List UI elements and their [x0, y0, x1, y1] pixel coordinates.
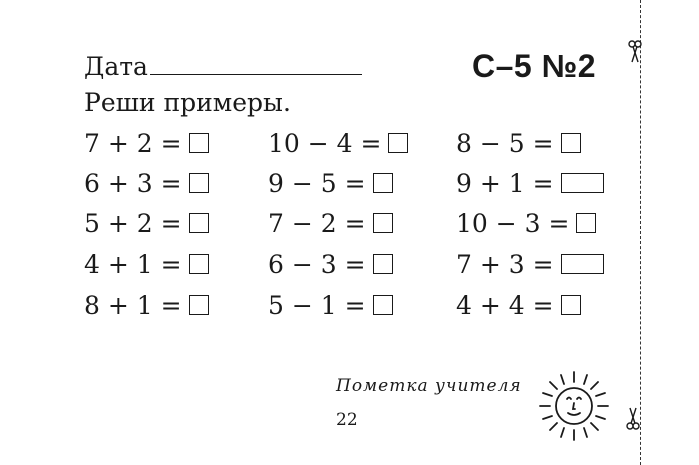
exercise	[268, 169, 393, 197]
exercise	[456, 291, 581, 319]
date-blank-line[interactable]	[150, 52, 362, 75]
exercise	[268, 291, 393, 319]
exercise-text: 6 + 3 =	[84, 168, 182, 198]
answer-box[interactable]	[561, 295, 581, 315]
exercise-text: 10 − 4 =	[268, 128, 382, 158]
exercise	[456, 209, 596, 237]
instruction-text: Реши примеры.	[84, 88, 291, 117]
answer-box[interactable]	[576, 213, 596, 233]
answer-box[interactable]	[189, 133, 209, 153]
exercise-text: 4 + 1 =	[84, 249, 182, 279]
answer-box[interactable]	[189, 173, 209, 193]
answer-box[interactable]	[373, 254, 393, 274]
exercise-text: 5 + 2 =	[84, 208, 182, 238]
exercise	[456, 250, 604, 278]
exercise-text: 10 − 3 =	[456, 208, 570, 238]
exercise	[84, 129, 209, 157]
answer-box[interactable]	[373, 213, 393, 233]
exercise-text: 5 − 1 =	[268, 290, 366, 320]
answer-box[interactable]	[561, 173, 604, 193]
exercise	[84, 250, 209, 278]
exercise-text: 7 − 2 =	[268, 208, 366, 238]
exercise-text: 8 − 5 =	[456, 128, 554, 158]
exercise	[268, 250, 393, 278]
exercise	[268, 209, 393, 237]
teacher-note-label: Пометка учителя	[336, 376, 522, 396]
exercise-text: 4 + 4 =	[456, 290, 554, 320]
answer-box[interactable]	[373, 173, 393, 193]
date-field	[84, 52, 362, 82]
exercise-text: 7 + 3 =	[456, 249, 554, 279]
exercise-text: 9 − 5 =	[268, 168, 366, 198]
answer-box[interactable]	[373, 295, 393, 315]
scissors-icon	[626, 406, 640, 430]
sun-icon	[536, 368, 612, 444]
answer-box[interactable]	[189, 213, 209, 233]
answer-box[interactable]	[388, 133, 408, 153]
exercise-text: 7 + 2 =	[84, 128, 182, 158]
exercise-text: 8 + 1 =	[84, 290, 182, 320]
page-number: 22	[336, 410, 358, 430]
answer-box[interactable]	[561, 254, 604, 274]
worksheet-code: С–5 №2	[472, 48, 597, 84]
cut-line	[640, 0, 641, 465]
exercise	[456, 169, 604, 197]
exercise	[456, 129, 581, 157]
answer-box[interactable]	[561, 133, 581, 153]
answer-box[interactable]	[189, 295, 209, 315]
exercise	[84, 291, 209, 319]
exercise-text: 6 − 3 =	[268, 249, 366, 279]
exercise-text: 9 + 1 =	[456, 168, 554, 198]
exercise	[84, 209, 209, 237]
exercise	[84, 169, 209, 197]
date-label: Дата	[84, 52, 148, 81]
answer-box[interactable]	[189, 254, 209, 274]
exercise	[268, 129, 408, 157]
scissors-icon	[628, 40, 642, 64]
